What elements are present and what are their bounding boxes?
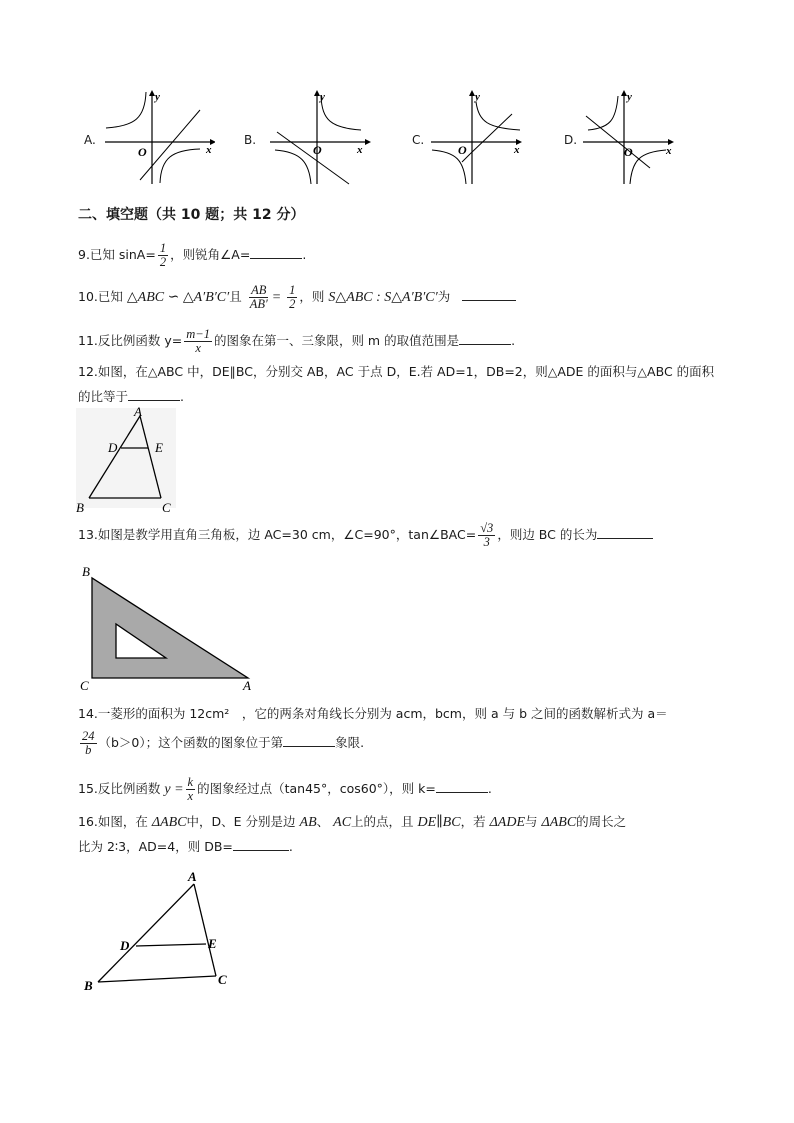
origin-label: O xyxy=(624,145,633,159)
q13-fraction: $\frac{√3}{3}$ xyxy=(480,521,494,549)
option-b-graph xyxy=(265,88,380,188)
question-12-line1: 12.如图，在△ABC 中，DE∥BC，分别交 AB，AC 于点 D，E.若 AD=1，DB=2，则△ADE 的面积与△ABC 的面积 xyxy=(78,364,715,379)
q11-suffix: 的图象在第一、三象限，则 m 的取值范围是 xyxy=(213,333,460,348)
q9-answer-blank[interactable] xyxy=(250,244,302,259)
vertex-e-label: E xyxy=(208,936,217,951)
q15-fraction: $\frac{k}{x}$ xyxy=(187,775,194,803)
vertex-b-label: B xyxy=(76,500,84,515)
q13-answer-blank[interactable] xyxy=(597,524,653,539)
question-16-line1: 16.如图，在 ΔABC中，D、E 分别是边 AB、 AC上的点，且 DE∥BC，若 ΔADE与 ΔABC的周长之 xyxy=(78,814,627,830)
x-axis-label: x xyxy=(357,144,363,156)
vertex-d-label: D xyxy=(120,938,130,953)
question-15: 15.反比例函数 y = $\frac{k}{x}$ 的图象经过点（tan45°，cos60°），则 k= . xyxy=(78,775,492,803)
origin-label: O xyxy=(458,143,467,157)
vertex-c-label: C xyxy=(162,500,171,515)
q11-fraction: $\frac{m-1}{x}$ xyxy=(186,327,210,355)
q14-answer-blank[interactable] xyxy=(283,732,335,747)
question-11: 11.反比例函数 y= $\frac{m-1}{x}$ 的图象在第一、三象限，则 m 的取值范围是 . xyxy=(78,327,516,355)
option-b-label: B. xyxy=(244,133,257,147)
q10-fraction-half: $\frac{1}{2}$ xyxy=(289,283,296,311)
vertex-b-label: B xyxy=(84,978,93,993)
figure-13-set-square xyxy=(76,562,266,694)
q12-answer-blank[interactable] xyxy=(128,386,180,401)
figure-12-triangle xyxy=(72,404,182,516)
x-axis-label: x xyxy=(514,144,520,156)
q15-suffix: 的图象经过点（tan45°，cos60°），则 k= xyxy=(197,781,436,796)
question-9: 9.已知 sinA= $\frac{1}{2}$ ，则锐角∠A= . xyxy=(78,241,307,269)
x-axis-label: x xyxy=(666,145,672,157)
q15-answer-blank[interactable] xyxy=(436,778,488,793)
q10-similarity: △ABC ∽ △A′B′C′ xyxy=(126,290,230,305)
q11-prefix: 11.反比例函数 y= xyxy=(78,333,183,348)
q13-suffix: ，则边 BC 的长为 xyxy=(497,527,598,542)
x-axis-label: x xyxy=(206,144,212,156)
question-10: 10.已知 △ABC ∽ △A′B′C′且 $\frac{AB}{AB'}$ = $\frac{1}{2}$ ，则 S△ABC : S△A′B′C′为 xyxy=(78,284,516,311)
q11-answer-blank[interactable] xyxy=(459,330,511,345)
q15-prefix: 15.反比例函数 xyxy=(78,781,161,796)
option-c-label: C. xyxy=(412,133,425,147)
q9-fraction: $\frac{1}{2}$ xyxy=(159,241,167,269)
vertex-d-label: D xyxy=(108,440,118,455)
option-d-graph xyxy=(578,88,688,188)
section-title: 二、填空题（共 10 题；共 12 分） xyxy=(78,207,305,223)
vertex-b-label: B xyxy=(82,564,90,579)
q10-fraction-ab: $\frac{AB}{AB'}$ xyxy=(249,283,268,311)
q9-suffix: ，则锐角∠A= xyxy=(170,247,251,262)
question-13 xyxy=(78,522,653,549)
y-axis-label: y xyxy=(320,91,325,103)
q10-prefix: 10.已知 xyxy=(78,289,123,304)
q10-area-ratio: S△ABC : S△A′B′C′ xyxy=(328,290,438,305)
y-axis-label: y xyxy=(155,91,160,103)
question-12-line2: 的比等于 . xyxy=(78,386,184,407)
question-14-line1: 14.一菱形的面积为 12cm² ，它的两条对角线长分别为 acm，bcm，则 a 与 b 之间的函数解析式为 a＝ xyxy=(78,706,668,721)
figure-16-triangle xyxy=(78,868,238,998)
vertex-e-label: E xyxy=(155,440,163,455)
origin-label: O xyxy=(313,143,322,157)
y-axis-label: y xyxy=(627,91,632,103)
option-d-label: D. xyxy=(564,133,578,147)
vertex-c-label: C xyxy=(218,972,227,987)
vertex-a-label: A xyxy=(134,404,142,419)
q10-answer-blank[interactable] xyxy=(462,286,516,301)
q9-prefix: 9.已知 sinA= xyxy=(78,247,156,262)
question-14-line2: $\frac{24}{b}$ （b＞0）；这个函数的图象位于第 象限. xyxy=(82,729,365,757)
vertex-a-label: A xyxy=(243,678,251,693)
q13-prefix: 13.如图是教学用直角三角板，边 AC=30 cm，∠C=90°，tan∠BAC= xyxy=(78,527,477,542)
option-c-graph xyxy=(426,88,536,188)
question-16-line2: 比为 2∶3，AD=4，则 DB= . xyxy=(78,836,293,857)
vertex-c-label: C xyxy=(80,678,89,693)
q14-fraction: $\frac{24}{b}$ xyxy=(82,729,95,757)
vertex-a-label: A xyxy=(188,869,197,884)
option-a-label: A. xyxy=(84,133,96,147)
y-axis-label: y xyxy=(475,91,480,103)
origin-label: O xyxy=(138,145,147,159)
q16-answer-blank[interactable] xyxy=(233,836,289,851)
option-a-graph xyxy=(100,88,215,188)
